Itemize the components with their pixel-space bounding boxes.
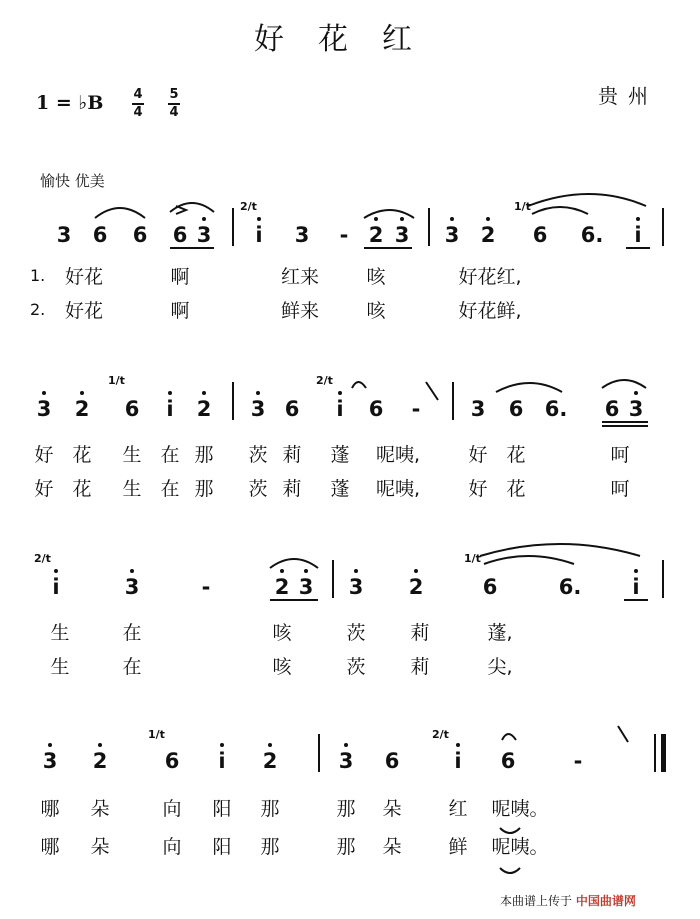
lyric: 呢咦, [375,478,421,500]
note: 6. [558,575,582,599]
time-signature-5-4: 5 4 [169,87,179,120]
lyric: 那 [194,444,214,466]
slur [95,208,145,218]
lyric: 在 [160,478,180,500]
lyric: 咳 [366,300,386,322]
note: 6 [384,749,400,773]
slur [364,210,414,218]
breath-mark [426,382,438,400]
slur [500,828,520,833]
lyric: 莉 [410,656,430,678]
lyric: 阳 [212,798,232,820]
note: 6 [532,223,548,247]
grace-mark: 1/t [108,374,125,387]
note: i [454,749,462,773]
lyric: 呢咦。 [491,798,549,820]
lyric: 那 [194,478,214,500]
lyric: 莉 [282,478,302,500]
grace-mark: 1/t [514,200,531,213]
lyric: 那 [336,798,356,820]
accent-mark [176,206,186,214]
lyric: 生 [122,444,142,466]
note: 6 [500,749,516,773]
octave-dots [42,217,640,747]
lyric: 茨 [248,478,268,500]
lyric: 蓬, [487,622,513,644]
grace-mark: 2/t [34,552,51,565]
note: 3 [338,749,354,773]
note: - [573,749,583,773]
lyric: 好 [468,478,488,500]
region-label: 贵州 [598,84,658,108]
lyric: 向 [162,798,182,820]
lyric: 哪 [40,798,60,820]
lyric: 呵 [610,478,630,500]
note: 3 [56,223,72,247]
note: 3 [348,575,364,599]
note: 3 [470,397,486,421]
note: 3 [250,397,266,421]
slur [170,203,214,212]
note: 3 [196,223,212,247]
lyric: 好花鲜, [458,300,522,322]
note: 2 [92,749,108,773]
lyric: 蓬 [330,444,350,466]
note: 3 [444,223,460,247]
breath-mark [618,726,628,742]
underlines [170,248,650,600]
note: - [339,223,349,247]
note: 6 [164,749,180,773]
note: i [336,397,344,421]
lyric: 尖, [487,656,513,678]
note: - [411,397,421,421]
slur [602,380,646,388]
note: 6 [172,223,188,247]
note: 2 [74,397,90,421]
note: 6 [604,397,620,421]
lyric: 啊 [170,266,190,288]
note: 3 [394,223,410,247]
note: 6 [124,397,140,421]
lyric: 鲜来 [280,300,320,322]
note: 6 [284,397,300,421]
lyric: 朵 [382,836,402,858]
note: - [201,575,211,599]
note: 3 [42,749,58,773]
note: 6 [508,397,524,421]
fermata [502,734,516,740]
lyric: 茨 [346,622,366,644]
lyric: 咳 [366,266,386,288]
note: i [632,575,640,599]
lyric: 红来 [280,266,320,288]
lyric: 蓬 [330,478,350,500]
lyric: 茨 [248,444,268,466]
lyric: 阳 [212,836,232,858]
lyric: 生 [50,622,70,644]
lyric: 朵 [90,798,110,820]
slur [496,383,562,392]
lyric: 朵 [382,798,402,820]
grace-mark: 2/t [240,200,257,213]
lyric: 好花红, [458,266,522,288]
grace-mark: 1/t [464,552,481,565]
lyric: 呢咦。 [491,836,549,858]
lyric: 好花 [64,300,104,322]
note: 2 [262,749,278,773]
lyric: 生 [122,478,142,500]
lyric: 好 [34,478,54,500]
grace-mark: 2/t [316,374,333,387]
footer-text: 本曲谱上传于 [500,894,573,908]
fermata [352,382,366,388]
note: 3 [124,575,140,599]
lyric: 花 [72,444,92,466]
note: 6. [580,223,604,247]
slur [528,194,646,206]
note: i [634,223,642,247]
note: 3 [36,397,52,421]
footer-credit [500,892,636,909]
time-signature-4-4: 4 4 [133,87,143,120]
lyric: 那 [336,836,356,858]
lyric: 呢咦, [375,444,421,466]
slur [500,868,520,873]
note: 2 [368,223,384,247]
grace-mark: 2/t [432,728,449,741]
lyric: 茨 [346,656,366,678]
lyric: 那 [260,798,280,820]
lyric: 在 [160,444,180,466]
note: 6 [92,223,108,247]
note: 3 [294,223,310,247]
note: 3 [298,575,314,599]
note: 6 [368,397,384,421]
lyric: 朵 [90,836,110,858]
slur [532,207,588,214]
note: 2 [196,397,212,421]
lyric: 花 [506,478,526,500]
note: 6 [482,575,498,599]
note: 2 [408,575,424,599]
grace-mark: 1/t [148,728,165,741]
note: i [52,575,60,599]
lyric: 好 [468,444,488,466]
lyric: 咳 [272,622,292,644]
lyric: 在 [122,622,142,644]
site-logo-text[interactable]: 中国曲谱网 [575,894,636,908]
tempo-marking: 愉快 优美 [40,172,105,190]
slur [480,544,640,556]
note: 6. [544,397,568,421]
key-signature: 1 = ♭B [36,92,104,114]
lyric: 啊 [170,300,190,322]
lyric: 向 [162,836,182,858]
note: 2 [480,223,496,247]
note: i [255,223,263,247]
lyric: 好花 [64,266,104,288]
verse-number: 2. [30,300,46,319]
lyric: 生 [50,656,70,678]
slur [484,556,574,564]
lyric: 莉 [282,444,302,466]
lyric: 花 [72,478,92,500]
lyric: 花 [506,444,526,466]
note: i [166,397,174,421]
lyric: 红 [448,798,468,820]
note: 2 [274,575,290,599]
lyric: 在 [122,656,142,678]
lyric: 哪 [40,836,60,858]
slur [270,559,318,568]
lyric: 呵 [610,444,630,466]
note: 3 [628,397,644,421]
note: i [218,749,226,773]
note: 6 [132,223,148,247]
lyric: 好 [34,444,54,466]
lyric: 咳 [272,656,292,678]
lyric: 鲜 [448,836,468,858]
lyric: 莉 [410,622,430,644]
song-title: 好花红 [254,22,446,57]
verse-number: 1. [30,266,46,285]
lyric: 那 [260,836,280,858]
